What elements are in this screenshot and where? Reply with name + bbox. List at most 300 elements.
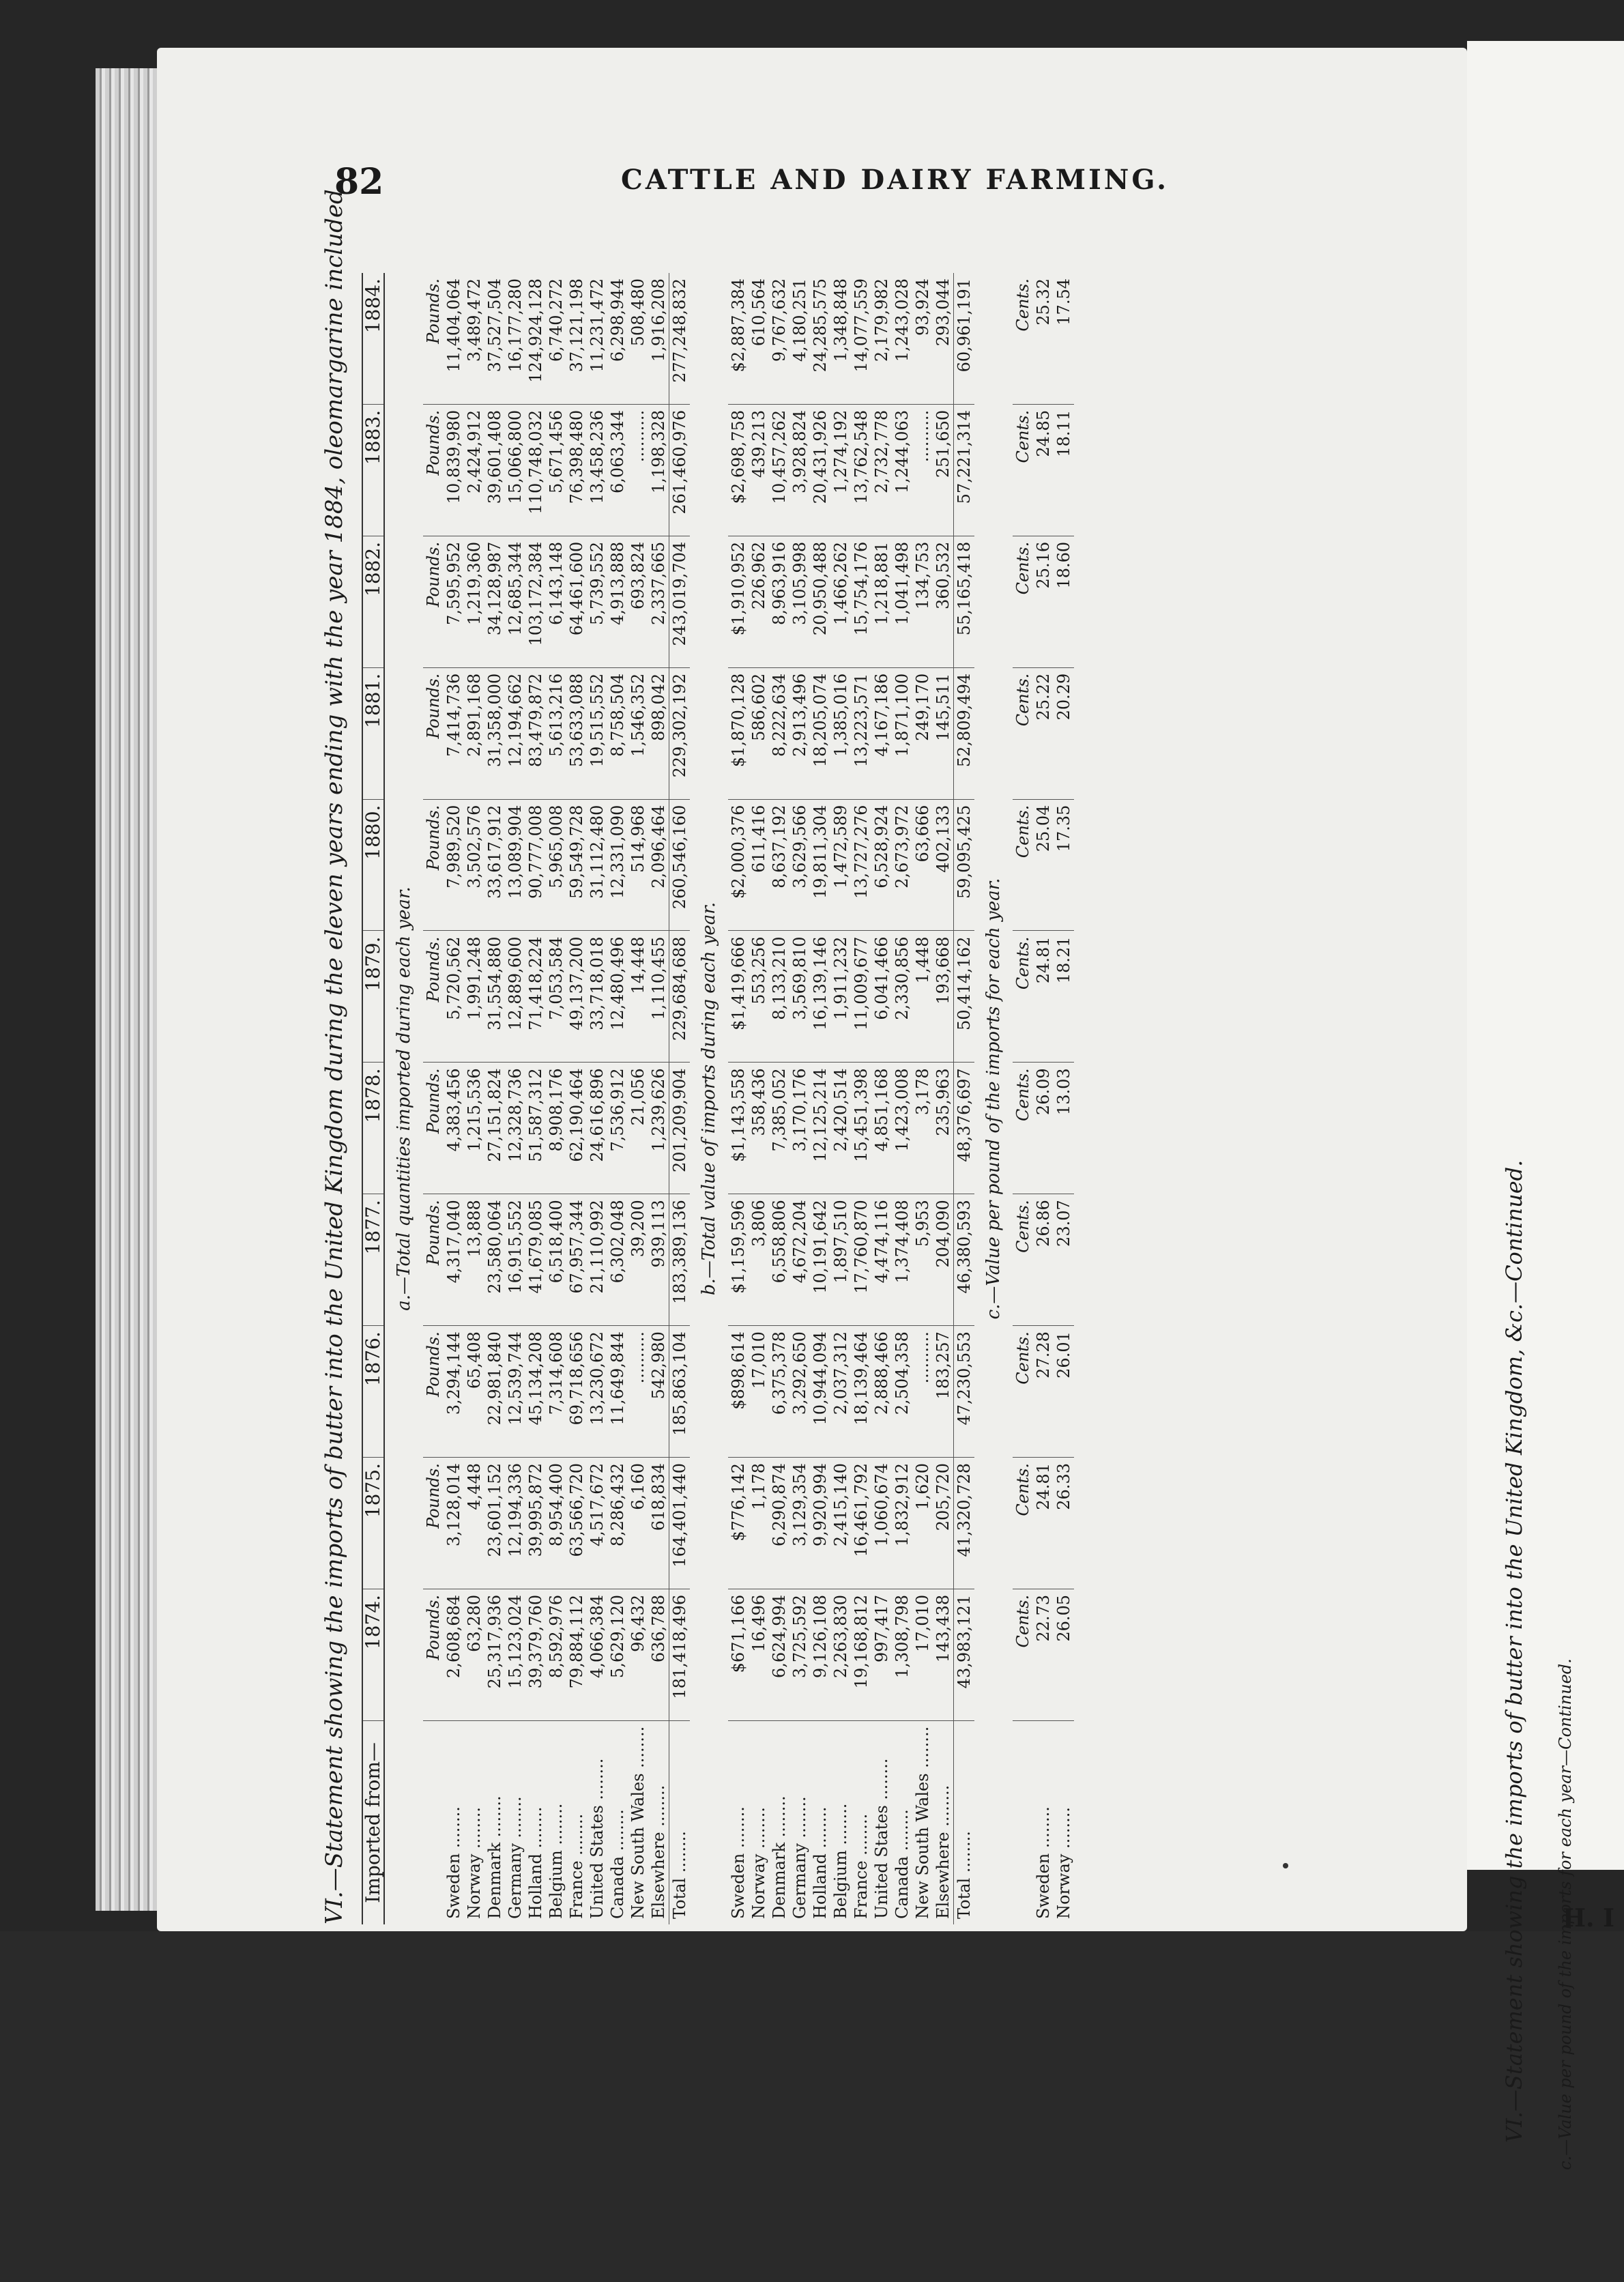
background-shadow — [0, 1931, 1624, 2282]
value-cell: 41,679,085 — [525, 1194, 546, 1326]
country-label: Elsewhere ........ — [649, 1785, 668, 1919]
value-cell: 18,205,074 — [810, 667, 830, 799]
value-cell: 6,624,994 — [769, 1589, 789, 1720]
value-cell: 31,358,000 — [484, 667, 505, 799]
table-row — [810, 273, 830, 1924]
value-cell: 1,198,328 — [648, 404, 669, 536]
value-cell: .......... — [912, 404, 933, 536]
value-cell: 20,431,926 — [810, 404, 830, 536]
unit-label: Pounds. — [423, 1458, 444, 1589]
year-header: 1879. — [362, 931, 384, 1063]
country-label: France ........ — [852, 1813, 871, 1919]
value-cell: 553,256 — [749, 931, 769, 1063]
value-cell: 9,126,108 — [810, 1589, 830, 1720]
value-cell: 8,954,400 — [546, 1458, 566, 1589]
value-cell: 124,924,128 — [525, 273, 546, 404]
value-cell: 2,504,358 — [892, 1326, 912, 1458]
value-cell: 1,546,352 — [628, 667, 648, 799]
value-cell: 3,292,650 — [789, 1326, 810, 1458]
value-cell: 12,125,214 — [810, 1063, 830, 1194]
value-cell: 8,222,634 — [769, 667, 789, 799]
total-label: Total ........ — [669, 1720, 691, 1924]
value-cell: 7,989,520 — [444, 799, 464, 931]
year-header: 1875. — [362, 1458, 384, 1589]
value-cell: 3,489,472 — [464, 273, 484, 404]
value-cell: 4,672,204 — [789, 1194, 810, 1326]
value-cell: 21,110,992 — [587, 1194, 607, 1326]
section-title-row — [384, 273, 423, 1924]
value-cell: 5,629,120 — [607, 1589, 628, 1720]
value-cell: 90,777,008 — [525, 799, 546, 931]
value-cell: 25.04 — [1033, 799, 1054, 931]
value-cell: 13,762,548 — [851, 404, 871, 536]
imports-table — [362, 273, 1074, 1924]
value-cell: 1,991,248 — [464, 931, 484, 1063]
value-cell: 39,379,760 — [525, 1589, 546, 1720]
value-cell: 6,143,148 — [546, 536, 566, 667]
unit-label: Pounds. — [423, 667, 444, 799]
value-cell: $1,143,558 — [728, 1063, 749, 1194]
value-cell: 18.21 — [1054, 931, 1074, 1063]
value-cell: 25.32 — [1033, 273, 1054, 404]
table-row — [749, 273, 769, 1924]
value-cell: 6,375,378 — [769, 1326, 789, 1458]
value-cell: 59,549,728 — [566, 799, 587, 931]
value-cell: 19,811,304 — [810, 799, 830, 931]
value-cell: 2,913,496 — [789, 667, 810, 799]
value-cell: 542,980 — [648, 1326, 669, 1458]
value-cell: 16,461,792 — [851, 1458, 871, 1589]
value-cell: 636,788 — [648, 1589, 669, 1720]
rotated-statement — [321, 182, 1303, 1924]
unit-label: Cents. — [1013, 1458, 1033, 1589]
value-cell: 12,539,744 — [505, 1326, 525, 1458]
value-cell: 11,404,064 — [444, 273, 464, 404]
value-cell: 4,474,116 — [871, 1194, 892, 1326]
value-cell: 586,602 — [749, 667, 769, 799]
value-cell: 898,042 — [648, 667, 669, 799]
total-row — [669, 273, 691, 1924]
value-cell: 67,957,344 — [566, 1194, 587, 1326]
value-cell: 16,177,280 — [505, 273, 525, 404]
total-cell: 52,809,494 — [954, 667, 975, 799]
value-cell: 13,089,904 — [505, 799, 525, 931]
unit-label: Cents. — [1013, 1589, 1033, 1720]
value-cell: 12,194,336 — [505, 1458, 525, 1589]
table-row — [444, 273, 464, 1924]
table-row — [851, 273, 871, 1924]
value-cell: 13,727,276 — [851, 799, 871, 931]
country-label: New South Wales ........ — [913, 1726, 932, 1919]
value-cell: 33,617,912 — [484, 799, 505, 931]
unit-label: Cents. — [1013, 273, 1033, 404]
table-row — [628, 273, 648, 1924]
value-cell: 5,739,552 — [587, 536, 607, 667]
value-cell: 63,566,720 — [566, 1458, 587, 1589]
table-row — [464, 273, 484, 1924]
value-cell: 11,649,844 — [607, 1326, 628, 1458]
value-cell: 145,511 — [933, 667, 954, 799]
value-cell: 103,172,384 — [525, 536, 546, 667]
value-cell: 76,398,480 — [566, 404, 587, 536]
value-cell: 39,995,872 — [525, 1458, 546, 1589]
total-cell: 43,983,121 — [954, 1589, 975, 1720]
country-label: Canada ........ — [893, 1809, 912, 1919]
table-row — [648, 273, 669, 1924]
value-cell: $1,419,666 — [728, 931, 749, 1063]
total-cell: 55,165,418 — [954, 536, 975, 667]
value-cell: 27,151,824 — [484, 1063, 505, 1194]
value-cell: 293,044 — [933, 273, 954, 404]
value-cell: 226,962 — [749, 536, 769, 667]
value-cell: 4,517,672 — [587, 1458, 607, 1589]
value-cell: 23.07 — [1054, 1194, 1074, 1326]
total-label: Total ........ — [954, 1720, 975, 1924]
value-cell: 17.35 — [1054, 799, 1074, 931]
value-cell: 16,496 — [749, 1589, 769, 1720]
value-cell: 251,650 — [933, 404, 954, 536]
value-cell: 183,257 — [933, 1326, 954, 1458]
value-cell: 22,981,840 — [484, 1326, 505, 1458]
value-cell: 12,685,344 — [505, 536, 525, 667]
value-cell: 1,215,536 — [464, 1063, 484, 1194]
value-cell: 64,461,600 — [566, 536, 587, 667]
table-row — [789, 273, 810, 1924]
value-cell: 19,168,812 — [851, 1589, 871, 1720]
value-cell: 17,760,870 — [851, 1194, 871, 1326]
value-cell: 1,041,498 — [892, 536, 912, 667]
value-cell: 4,383,456 — [444, 1063, 464, 1194]
value-cell: 1,218,881 — [871, 536, 892, 667]
value-cell: 79,884,112 — [566, 1589, 587, 1720]
value-cell: 45,134,208 — [525, 1326, 546, 1458]
value-cell: 6,518,400 — [546, 1194, 566, 1326]
value-cell: 249,170 — [912, 667, 933, 799]
year-header-row — [362, 273, 384, 1924]
value-cell: 693,824 — [628, 536, 648, 667]
country-label: Belgium ........ — [831, 1803, 850, 1919]
value-cell: 18.11 — [1054, 404, 1074, 536]
table-row — [505, 273, 525, 1924]
value-cell: 1,178 — [749, 1458, 769, 1589]
country-label: New South Wales ........ — [628, 1726, 648, 1919]
value-cell: 1,219,360 — [464, 536, 484, 667]
value-cell: 3,502,576 — [464, 799, 484, 931]
value-cell: 5,671,456 — [546, 404, 566, 536]
unit-label: Cents. — [1013, 1326, 1033, 1458]
value-cell: 8,286,432 — [607, 1458, 628, 1589]
value-cell: 1,239,626 — [648, 1063, 669, 1194]
value-cell: 17,010 — [912, 1589, 933, 1720]
value-cell: 12,328,736 — [505, 1063, 525, 1194]
unit-spacer — [1013, 1720, 1033, 1924]
value-cell: 20.29 — [1054, 667, 1074, 799]
value-cell: 193,668 — [933, 931, 954, 1063]
value-cell: 1,911,232 — [830, 931, 851, 1063]
total-row — [954, 273, 975, 1924]
value-cell: 33,718,018 — [587, 931, 607, 1063]
unit-label: Cents. — [1013, 667, 1033, 799]
table-body — [384, 273, 1074, 1924]
value-cell: 1,308,798 — [892, 1589, 912, 1720]
total-cell: 229,302,192 — [669, 667, 691, 799]
value-cell: 1,620 — [912, 1458, 933, 1589]
value-cell: 143,438 — [933, 1589, 954, 1720]
value-cell: 22.73 — [1033, 1589, 1054, 1720]
value-cell: 360,532 — [933, 536, 954, 667]
country-label: United States ........ — [872, 1758, 891, 1919]
value-cell: 204,090 — [933, 1194, 954, 1326]
country-label: Norway ........ — [1054, 1807, 1073, 1919]
year-header: 1880. — [362, 799, 384, 931]
value-cell: 2,337,665 — [648, 536, 669, 667]
value-cell: 63,666 — [912, 799, 933, 931]
value-cell: 2,263,830 — [830, 1589, 851, 1720]
value-cell: 2,037,312 — [830, 1326, 851, 1458]
value-cell: 6,558,806 — [769, 1194, 789, 1326]
value-cell: 24.85 — [1033, 404, 1054, 536]
value-cell: 2,096,464 — [648, 799, 669, 931]
page-number: 82 — [334, 161, 384, 203]
unit-label: Cents. — [1013, 1063, 1033, 1194]
unit-label: Cents. — [1013, 536, 1033, 667]
total-cell: 260,546,160 — [669, 799, 691, 931]
value-cell: 24,285,575 — [810, 273, 830, 404]
value-cell: 23,580,064 — [484, 1194, 505, 1326]
unit-label: Cents. — [1013, 931, 1033, 1063]
facing-page-fragment: H. I — [1563, 1904, 1614, 1933]
facing-page — [1467, 41, 1624, 1870]
total-cell: 50,414,162 — [954, 931, 975, 1063]
value-cell: 15,123,024 — [505, 1589, 525, 1720]
value-cell: 508,480 — [628, 273, 648, 404]
table-row — [892, 273, 912, 1924]
section-title-row — [974, 273, 1013, 1924]
value-cell: 27.28 — [1033, 1326, 1054, 1458]
value-cell: 6,063,344 — [607, 404, 628, 536]
table-row — [566, 273, 587, 1924]
value-cell: 8,758,504 — [607, 667, 628, 799]
value-cell: 20,950,488 — [810, 536, 830, 667]
value-cell: 8,637,192 — [769, 799, 789, 931]
value-cell: 2,888,466 — [871, 1326, 892, 1458]
country-label: Norway ........ — [465, 1807, 484, 1919]
value-cell: 2,732,778 — [871, 404, 892, 536]
value-cell: 12,331,090 — [607, 799, 628, 931]
value-cell: 6,302,048 — [607, 1194, 628, 1326]
value-cell: 1,348,848 — [830, 273, 851, 404]
value-cell: 16,139,146 — [810, 931, 830, 1063]
value-cell: 15,451,398 — [851, 1063, 871, 1194]
value-cell: 1,244,063 — [892, 404, 912, 536]
country-label: Germany ........ — [506, 1796, 525, 1919]
value-cell: 514,968 — [628, 799, 648, 931]
value-cell: 939,113 — [648, 1194, 669, 1326]
section-title: c.—Value per pound of the imports for each year. — [983, 878, 1004, 1320]
unit-label: Pounds. — [423, 1063, 444, 1194]
unit-row — [423, 273, 444, 1924]
unit-spacer — [423, 1720, 444, 1924]
table-row — [607, 273, 628, 1924]
value-cell: 134,753 — [912, 536, 933, 667]
value-cell: 6,160 — [628, 1458, 648, 1589]
value-cell: 3,128,014 — [444, 1458, 464, 1589]
value-cell: 93,924 — [912, 273, 933, 404]
value-cell: 611,416 — [749, 799, 769, 931]
value-cell: 6,290,874 — [769, 1458, 789, 1589]
unit-label: Pounds. — [423, 404, 444, 536]
value-cell: 1,374,408 — [892, 1194, 912, 1326]
value-cell: 2,415,140 — [830, 1458, 851, 1589]
value-cell: 3,129,354 — [789, 1458, 810, 1589]
value-cell: 18.60 — [1054, 536, 1074, 667]
value-cell: 2,179,982 — [871, 273, 892, 404]
value-cell: 4,066,384 — [587, 1589, 607, 1720]
value-cell: 618,834 — [648, 1458, 669, 1589]
value-cell: 12,889,600 — [505, 931, 525, 1063]
value-cell: 3,170,176 — [789, 1063, 810, 1194]
total-cell: 229,684,688 — [669, 931, 691, 1063]
value-cell: 2,673,972 — [892, 799, 912, 931]
country-label: Elsewhere ........ — [933, 1785, 953, 1919]
value-cell: 10,944,094 — [810, 1326, 830, 1458]
section-title: a.—Total quantities imported during each year. — [394, 886, 414, 1311]
unit-row — [1013, 273, 1033, 1924]
continued-title: VI.—Statement showing the imports of butter into the United Kingdom, &c.—Continued. — [1501, 1159, 1527, 2143]
value-cell: $671,166 — [728, 1589, 749, 1720]
value-cell: 25.16 — [1033, 536, 1054, 667]
value-cell: 7,314,608 — [546, 1326, 566, 1458]
value-cell: 439,213 — [749, 404, 769, 536]
value-cell: 7,385,052 — [769, 1063, 789, 1194]
total-cell: 41,320,728 — [954, 1458, 975, 1589]
value-cell: 1,423,008 — [892, 1063, 912, 1194]
value-cell: 17,010 — [749, 1326, 769, 1458]
value-cell: 21,056 — [628, 1063, 648, 1194]
table-row — [546, 273, 566, 1924]
value-cell: 11,231,472 — [587, 273, 607, 404]
value-cell: 1,274,192 — [830, 404, 851, 536]
value-cell: $2,887,384 — [728, 273, 749, 404]
value-cell: 26.01 — [1054, 1326, 1074, 1458]
section-title-row — [690, 273, 728, 1924]
value-cell: 51,587,312 — [525, 1063, 546, 1194]
section-title: b.—Total value of imports during each year. — [699, 901, 719, 1296]
value-cell: 25,317,936 — [484, 1589, 505, 1720]
unit-label: Pounds. — [423, 1326, 444, 1458]
value-cell: 19,515,552 — [587, 667, 607, 799]
value-cell: 3,806 — [749, 1194, 769, 1326]
value-cell: 15,754,176 — [851, 536, 871, 667]
total-cell: 48,376,697 — [954, 1063, 975, 1194]
value-cell: $1,910,952 — [728, 536, 749, 667]
value-cell: 1,832,912 — [892, 1458, 912, 1589]
unit-label: Cents. — [1013, 1194, 1033, 1326]
value-cell: 14,077,559 — [851, 273, 871, 404]
value-cell: 39,601,408 — [484, 404, 505, 536]
year-header: 1878. — [362, 1063, 384, 1194]
value-cell: 1,243,028 — [892, 273, 912, 404]
value-cell: 63,280 — [464, 1589, 484, 1720]
total-cell: 185,863,104 — [669, 1326, 691, 1458]
value-cell: 110,748,032 — [525, 404, 546, 536]
total-cell: 243,019,704 — [669, 536, 691, 667]
value-cell: 25.22 — [1033, 667, 1054, 799]
value-cell: 235,963 — [933, 1063, 954, 1194]
value-cell: $2,000,376 — [728, 799, 749, 931]
value-cell: 10,457,262 — [769, 404, 789, 536]
unit-label: Cents. — [1013, 404, 1033, 536]
value-cell: $2,698,758 — [728, 404, 749, 536]
value-cell: 1,060,674 — [871, 1458, 892, 1589]
value-cell: 10,191,642 — [810, 1194, 830, 1326]
year-header: 1874. — [362, 1589, 384, 1720]
value-cell: 39,200 — [628, 1194, 648, 1326]
value-cell: 69,718,656 — [566, 1326, 587, 1458]
unit-label: Pounds. — [423, 1194, 444, 1326]
country-label: Norway ........ — [749, 1807, 768, 1919]
unit-label: Pounds. — [423, 1589, 444, 1720]
value-cell: 96,432 — [628, 1589, 648, 1720]
value-cell: 26.86 — [1033, 1194, 1054, 1326]
value-cell: 6,041,466 — [871, 931, 892, 1063]
running-head: CATTLE AND DAIRY FARMING. — [621, 164, 1170, 196]
value-cell: 3,178 — [912, 1063, 933, 1194]
total-cell: 164,401,440 — [669, 1458, 691, 1589]
value-cell: 3,294,144 — [444, 1326, 464, 1458]
value-cell: 34,128,987 — [484, 536, 505, 667]
value-cell: 65,408 — [464, 1326, 484, 1458]
year-header: 1876. — [362, 1326, 384, 1458]
value-cell: 1,110,455 — [648, 931, 669, 1063]
value-cell: 17.54 — [1054, 273, 1074, 404]
value-cell: 8,908,176 — [546, 1063, 566, 1194]
value-cell: 205,720 — [933, 1458, 954, 1589]
value-cell: 53,633,088 — [566, 667, 587, 799]
country-label: Sweden ........ — [1034, 1806, 1053, 1919]
unit-label: Pounds. — [423, 273, 444, 404]
country-label: Sweden ........ — [729, 1806, 748, 1919]
value-cell: 5,613,216 — [546, 667, 566, 799]
value-cell: $1,870,128 — [728, 667, 749, 799]
value-cell: 24.81 — [1033, 1458, 1054, 1589]
value-cell: 3,928,824 — [789, 404, 810, 536]
country-label: Holland ........ — [526, 1806, 545, 1919]
value-cell: 16,915,552 — [505, 1194, 525, 1326]
value-cell: 23,601,152 — [484, 1458, 505, 1589]
value-cell: 31,554,880 — [484, 931, 505, 1063]
value-cell: 10,839,980 — [444, 404, 464, 536]
table-row — [587, 273, 607, 1924]
column-header-imported-from: Imported from— — [362, 1720, 384, 1924]
total-cell: 46,380,593 — [954, 1194, 975, 1326]
value-cell: 6,528,924 — [871, 799, 892, 931]
value-cell: 5,720,562 — [444, 931, 464, 1063]
value-cell: 402,133 — [933, 799, 954, 931]
value-cell: 1,466,262 — [830, 536, 851, 667]
country-label: Holland ........ — [811, 1806, 830, 1919]
value-cell: 4,913,888 — [607, 536, 628, 667]
value-cell: 8,963,916 — [769, 536, 789, 667]
value-cell: $776,142 — [728, 1458, 749, 1589]
value-cell: 4,448 — [464, 1458, 484, 1589]
value-cell: 3,725,592 — [789, 1589, 810, 1720]
table-row — [769, 273, 789, 1924]
country-label: Belgium ........ — [547, 1803, 566, 1919]
value-cell: 3,105,998 — [789, 536, 810, 667]
value-cell: $898,614 — [728, 1326, 749, 1458]
value-cell: 49,137,200 — [566, 931, 587, 1063]
